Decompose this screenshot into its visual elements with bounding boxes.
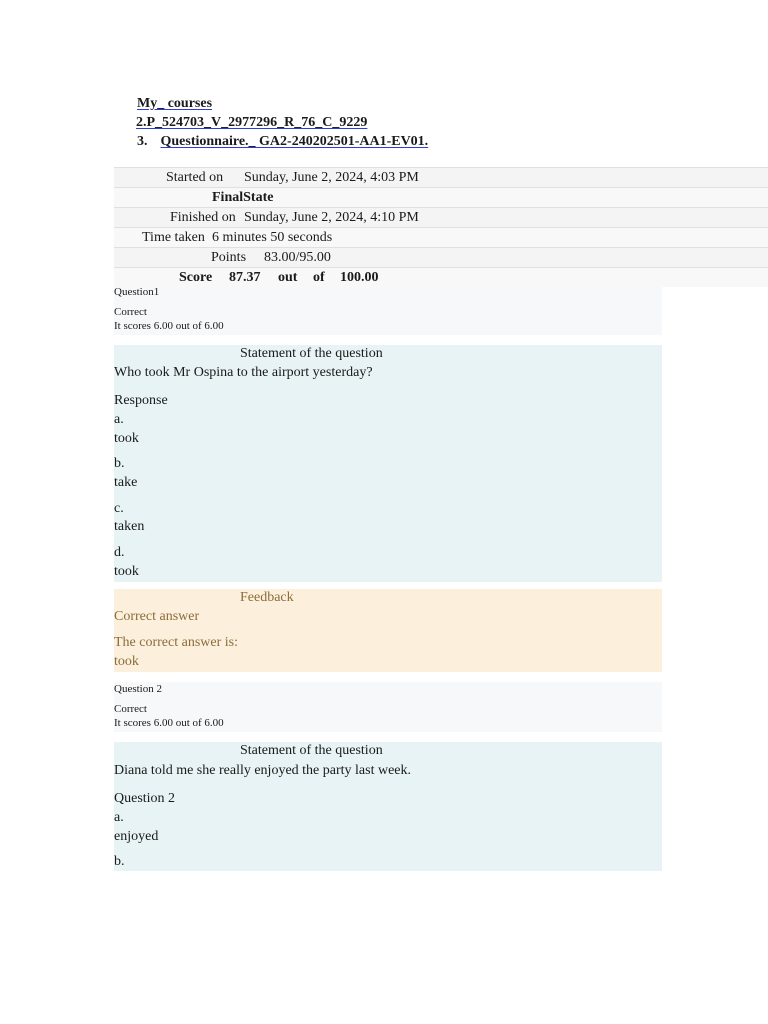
breadcrumb-number: 3. <box>137 134 148 149</box>
breadcrumb-link-questionnaire[interactable]: Questionnaire._ GA2-240202501-AA1-EV01. <box>160 134 429 149</box>
score-label: Score <box>179 270 213 285</box>
question-1-info <box>114 285 662 335</box>
summary-row-started <box>114 167 768 187</box>
time-label: Time taken <box>142 230 205 245</box>
summary-row-state <box>114 187 768 207</box>
points-label: Points <box>211 250 247 265</box>
summary-row-time <box>114 227 768 247</box>
state-label: FinalState <box>212 190 274 205</box>
question-2-content <box>114 742 662 871</box>
option-letter-a[interactable]: a. <box>114 412 124 427</box>
question-text: Diana told me she really enjoyed the party last week. <box>114 763 412 778</box>
breadcrumb-questionnaire[interactable] <box>137 133 428 151</box>
attempt-summary <box>114 167 768 287</box>
question-2-info <box>114 682 662 732</box>
breadcrumb-link-course[interactable]: 2.P_524703_V_2977296_R_76_C_9229 <box>136 115 368 130</box>
question-score: It scores 6.00 out of 6.00 <box>114 320 224 332</box>
question-1-content <box>114 345 662 582</box>
summary-row-points <box>114 247 768 267</box>
summary-row-finished <box>114 207 768 227</box>
breadcrumb-course[interactable] <box>136 114 367 132</box>
option-letter-b[interactable]: b. <box>114 854 125 869</box>
finished-label: Finished on <box>170 210 236 225</box>
breadcrumb-my-courses[interactable] <box>137 95 212 113</box>
question-1-feedback <box>114 589 662 672</box>
question-score: It scores 6.00 out of 6.00 <box>114 717 224 729</box>
statement-header: Statement of the question <box>240 743 383 758</box>
option-letter-a[interactable]: a. <box>114 810 124 825</box>
started-value: Sunday, June 2, 2024, 4:03 PM <box>244 170 419 185</box>
feedback-answer: took <box>114 654 139 669</box>
response-label: Response <box>114 393 168 408</box>
finished-value: Sunday, June 2, 2024, 4:10 PM <box>244 210 419 225</box>
summary-row-score <box>114 267 768 287</box>
option-text-c[interactable]: taken <box>114 519 145 534</box>
option-letter-c[interactable]: c. <box>114 501 124 516</box>
statement-header: Statement of the question <box>240 346 383 361</box>
time-value: 6 minutes 50 seconds <box>212 230 333 245</box>
question-number: Question 2 <box>114 683 162 695</box>
score-max: 100.00 <box>340 270 379 285</box>
points-value: 83.00/95.00 <box>264 250 331 265</box>
option-text-d[interactable]: took <box>114 564 139 579</box>
question-status: Correct <box>114 306 147 318</box>
feedback-answer-label: The correct answer is: <box>114 635 238 650</box>
option-letter-b[interactable]: b. <box>114 456 125 471</box>
option-text-a[interactable]: took <box>114 431 139 446</box>
score-value: 87.37 <box>229 270 261 285</box>
option-text-b[interactable]: take <box>114 475 138 490</box>
score-out: out <box>278 270 298 285</box>
breadcrumb-link-my-courses[interactable]: My_ courses <box>137 96 213 111</box>
option-letter-d[interactable]: d. <box>114 545 125 560</box>
sub-question-label: Question 2 <box>114 791 176 806</box>
question-text: Who took Mr Ospina to the airport yesterday? <box>114 365 373 380</box>
question-status: Correct <box>114 703 147 715</box>
question-number: Question1 <box>114 286 160 298</box>
started-label: Started on <box>166 170 224 185</box>
score-of: of <box>313 270 325 285</box>
option-text-a[interactable]: enjoyed <box>114 829 159 844</box>
feedback-header: Feedback <box>240 590 294 605</box>
feedback-result: Correct answer <box>114 609 200 624</box>
